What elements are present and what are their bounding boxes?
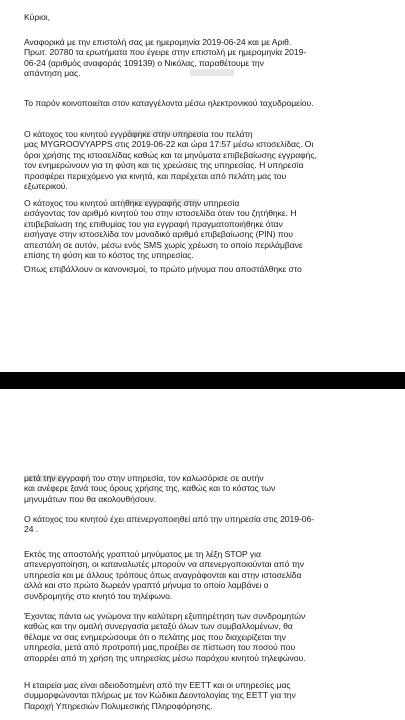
letter-page-2 bbox=[0, 389, 405, 720]
paragraph-regulations: Όπως επιβάλλουν οι κανονισμοί, το πρώτο μήνυμα που αποστάλθηκε στο bbox=[24, 264, 302, 274]
redaction-mark bbox=[190, 69, 234, 76]
paragraph-reference: Αναφορικά με την επιστολή σας με ημερομηνία 2019-06-24 και με Αριθ. Πρωτ. 20780 τα ερωτήματα που έγειρε στην επιστολή με ημερομηνία 2019- 06-24 (αριθμός αναφοράς 109139) ο Νικόλας, παραθέτουμε την απάντηση μας. bbox=[24, 37, 307, 79]
redaction-mark bbox=[125, 130, 199, 137]
paragraph-welcome: μετά την εγγραφή του στην υπηρεσία, τον καλωσόρισε σε αυτήν και ανέφερε ξανά τους όρους χρήσης της, καθώς και το κόστος των μηνυμάτων που θα ακολουθήσουν. bbox=[24, 473, 276, 504]
paragraph-notification: Το παρόν κοινοποιείται στον καταγγέλοντα μέσω ηλεκτρονικού ταχυδρομείου. bbox=[24, 98, 314, 108]
paragraph-credit: Έχοντας πάντα ως γνώμονα την καλύτερη εξυπηρέτηση των συνδρομητών καθώς και την ομαλή συνεργασία μεταξύ όλων των συμβαλλομένων, θα θέλαμε να σας ενημερώσουμε ότι ο πελάτης μας που διαχειρίζεται την υπηρεσία, μετά από προτροπή μας,προέβει σε πίστωση του ποσού που απορρέει από τη χρήση της υπηρεσίας μέσω παρόχου κινητού τηλεφώνου. bbox=[24, 611, 306, 663]
paragraph-stop-options: Εκτός της αποστολής γραπτού μηνύματος με τη λέξη STOP για απενεργοποίηση, οι καταναλωτές μπορούν να απενεργοποιούνται από την υπηρεσία και με άλλους τρόπους όπως αναγράφονται και στην ιστοσελίδα αλλά και στο πρώτο δωρεάν γραπτό μήνυμα το οποίο λαμβάνει ο συνδρομητής στο κινητό του τηλέφωνο. bbox=[24, 549, 305, 601]
paragraph-registration: Ο κάτοχος του κινητού εγγράφηκε στην υπηρεσία του πελάτη μας MYGROOVYAPPS στις 2019-06-22 και ώρα 17:57 μέσω ιστοσελίδας. Οι όροι χρήσης της ιστοσελίδας καθώς και τα μηνύματα επιβεβαίωσης εγγραφής, τον ενημερώνουν για τη φύση και τις χρεώσεις της υπηρεσίας. Η υπηρεσία προσφέρει περιεχόμενο για κινητά, και παρέχεται από πελάτη μας του εξωτερικού. bbox=[24, 129, 317, 192]
paragraph-licensing: Η εταιρεία μας είναι αδειοδοτημένη από την ΕΕΤΤ και οι υπηρεσίες μας συμμορφώνονται πλήρως με τον Κώδικα Δεοντολογίας της ΕΕΤΤ για την Παροχή Υπηρεσιών Πολυμεσικής Πληροφόρησης. bbox=[24, 680, 296, 711]
redaction-mark bbox=[125, 199, 199, 206]
page-divider bbox=[0, 372, 405, 389]
paragraph-confirmation: Ο κάτοχος του κινητού αιτήθηκε εγγραφής στην υπηρεσία εισάγοντας τον αριθμό κινητού του στην ιστοσελίδα όταν του ζητήθηκε. Η επιβεβαίωση της επιθυμίας του για εγγραφή πραγματοποιήθηκε όταν εισήγαγε στην ιστοσελίδα τον μοναδικό αριθμό επιβεβαίωσης (PIN) που απεστάλη σε αυτόν, μέσω ενός SMS χωρίς χρέωση το οποίο περιλάμβανε επίσης τη φύση και το κόστος της υπηρεσίας. bbox=[24, 198, 303, 261]
salutation: Κύριοι, bbox=[24, 12, 50, 22]
paragraph-deactivation: Ο κάτοχος του κινητού έχει απενεργοποιηθεί από την υπηρεσία στις 2019-06- 24 . bbox=[24, 514, 315, 535]
